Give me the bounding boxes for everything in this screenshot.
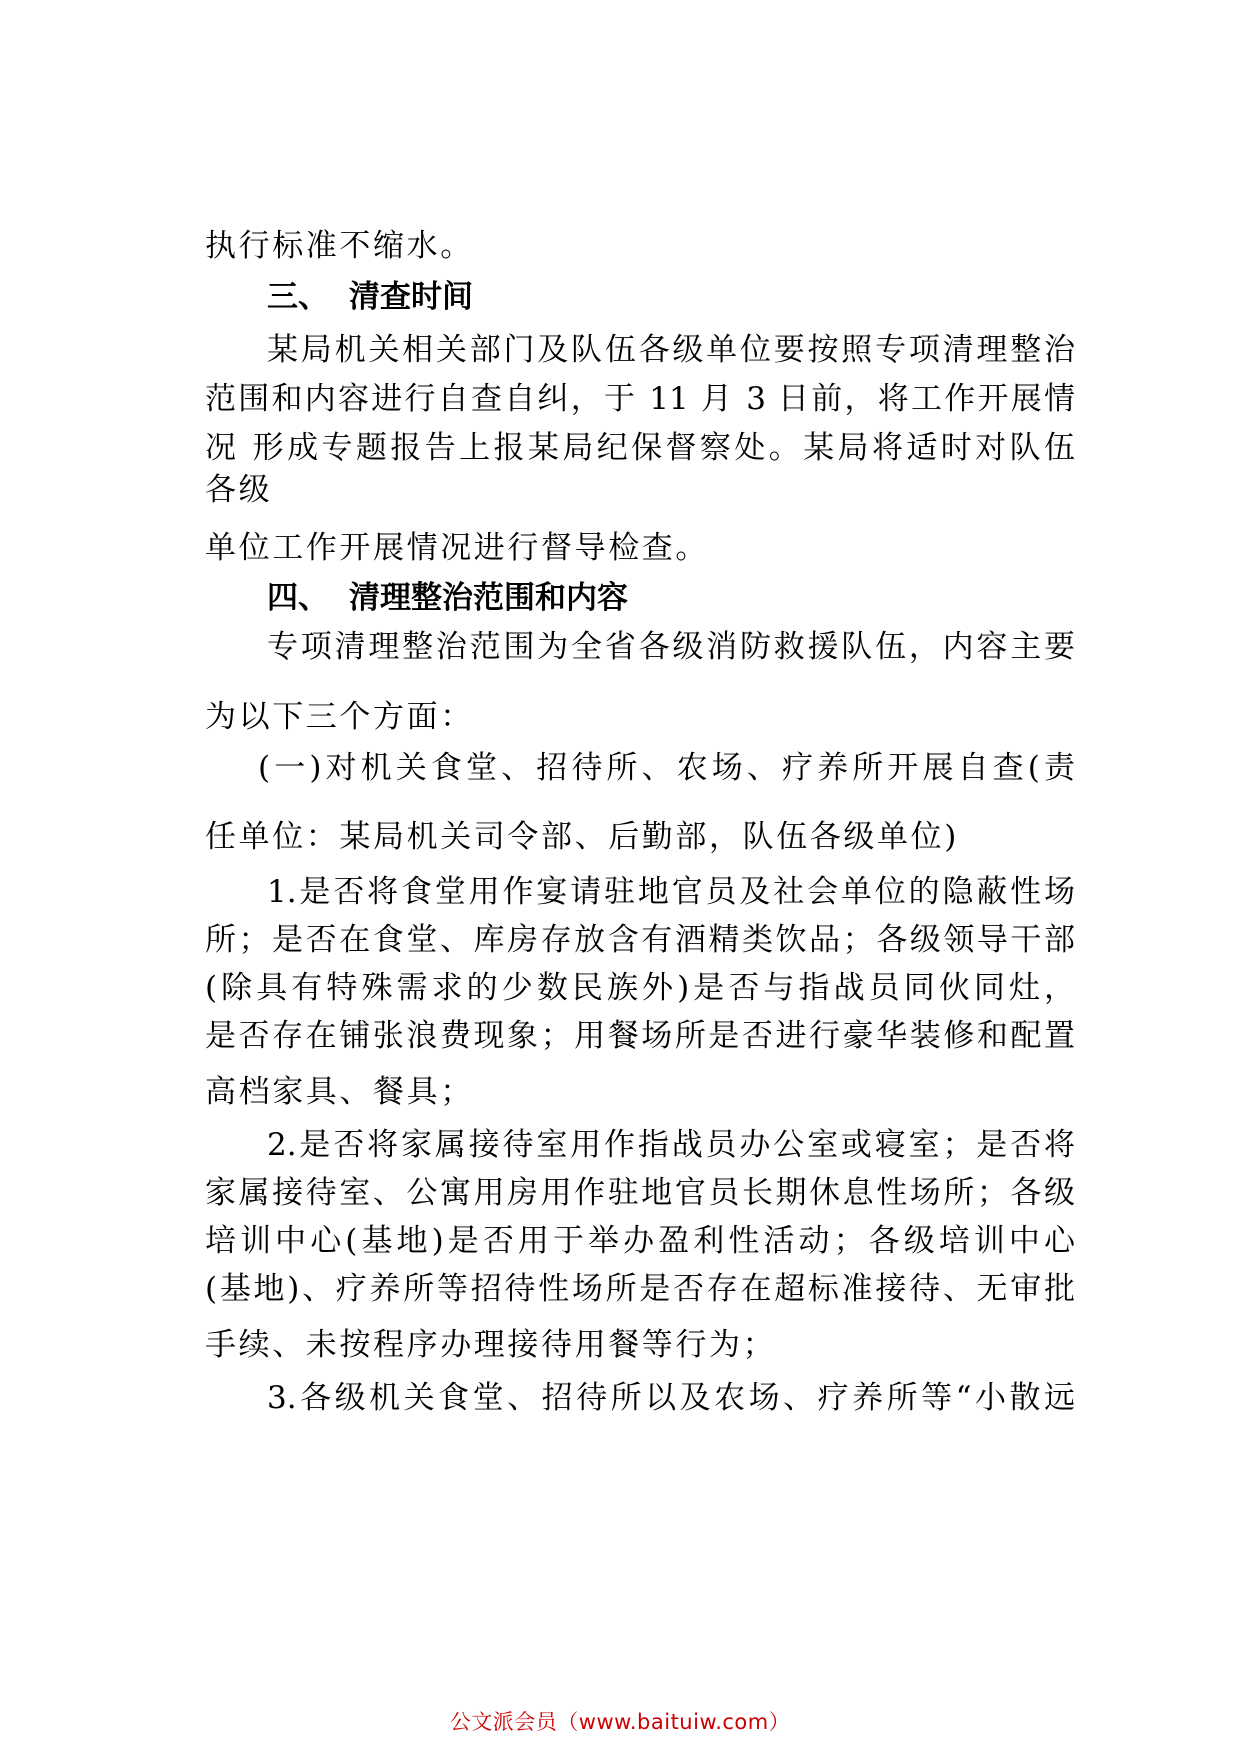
- paragraph-line: 所；是否在食堂、库房存放含有酒精类饮品；各级领导干部: [205, 922, 1075, 958]
- section-number: 四、: [267, 580, 329, 616]
- paragraph-line: 为以下三个方面：: [205, 699, 474, 735]
- paragraph-line: 家属接待室、公寓用房用作驻地官员长期休息性场所；各级: [205, 1175, 1075, 1211]
- section-heading-3: [267, 277, 473, 317]
- paragraph-line: (基地)、疗养所等招待性场所是否存在超标准接待、无审批: [205, 1271, 1075, 1307]
- paragraph-line: 况 形成专题报告上报某局纪保督察处。某局将适时对队伍: [205, 430, 1075, 466]
- paragraph-line: 是否存在铺张浪费现象；用餐场所是否进行豪华装修和配置: [205, 1018, 1075, 1054]
- section-title: 清理整治范围和内容: [349, 580, 628, 616]
- paragraph-line: 某局机关相关部门及队伍各级单位要按照专项清理整治: [267, 332, 1075, 368]
- paragraph-line: 培训中心(基地)是否用于举办盈利性活动；各级培训中心: [205, 1223, 1075, 1259]
- paragraph-line: 各级: [205, 472, 273, 508]
- section-heading-4: [267, 578, 628, 618]
- paragraph-line: 高档家具、餐具；: [205, 1074, 474, 1110]
- paragraph-line: 3.各级机关食堂、招待所以及农场、疗养所等“小散远: [267, 1380, 1075, 1416]
- paragraph-line: 范围和内容进行自查自纠，于 11 月 3 日前，将工作开展情: [205, 381, 1075, 417]
- paragraph-line: 手续、未按程序办理接待用餐等行为；: [205, 1327, 777, 1363]
- paragraph-line: 单位工作开展情况进行督导检查。: [205, 530, 709, 566]
- paragraph-line: (除具有特殊需求的少数民族外)是否与指战员同伙同灶，: [205, 970, 1075, 1006]
- section-number: 三、: [267, 279, 329, 315]
- paragraph-line: 任单位：某局机关司令部、后勤部，队伍各级单位): [205, 819, 959, 855]
- paragraph-line: 专项清理整治范围为全省各级消防救援队伍，内容主要: [267, 629, 1075, 665]
- paragraph-line: 执行标准不缩水。: [205, 228, 474, 264]
- section-title: 清查时间: [349, 279, 473, 315]
- paragraph-line: 2.是否将家属接待室用作指战员办公室或寝室；是否将: [267, 1127, 1075, 1163]
- footer-watermark[interactable]: 公文派会员（www.baituiw.com）: [449, 1710, 791, 1734]
- paragraph-line: (一)对机关食堂、招待所、农场、疗养所开展自查(责: [258, 750, 1075, 786]
- paragraph-line: 1.是否将食堂用作宴请驻地官员及社会单位的隐蔽性场: [267, 874, 1075, 910]
